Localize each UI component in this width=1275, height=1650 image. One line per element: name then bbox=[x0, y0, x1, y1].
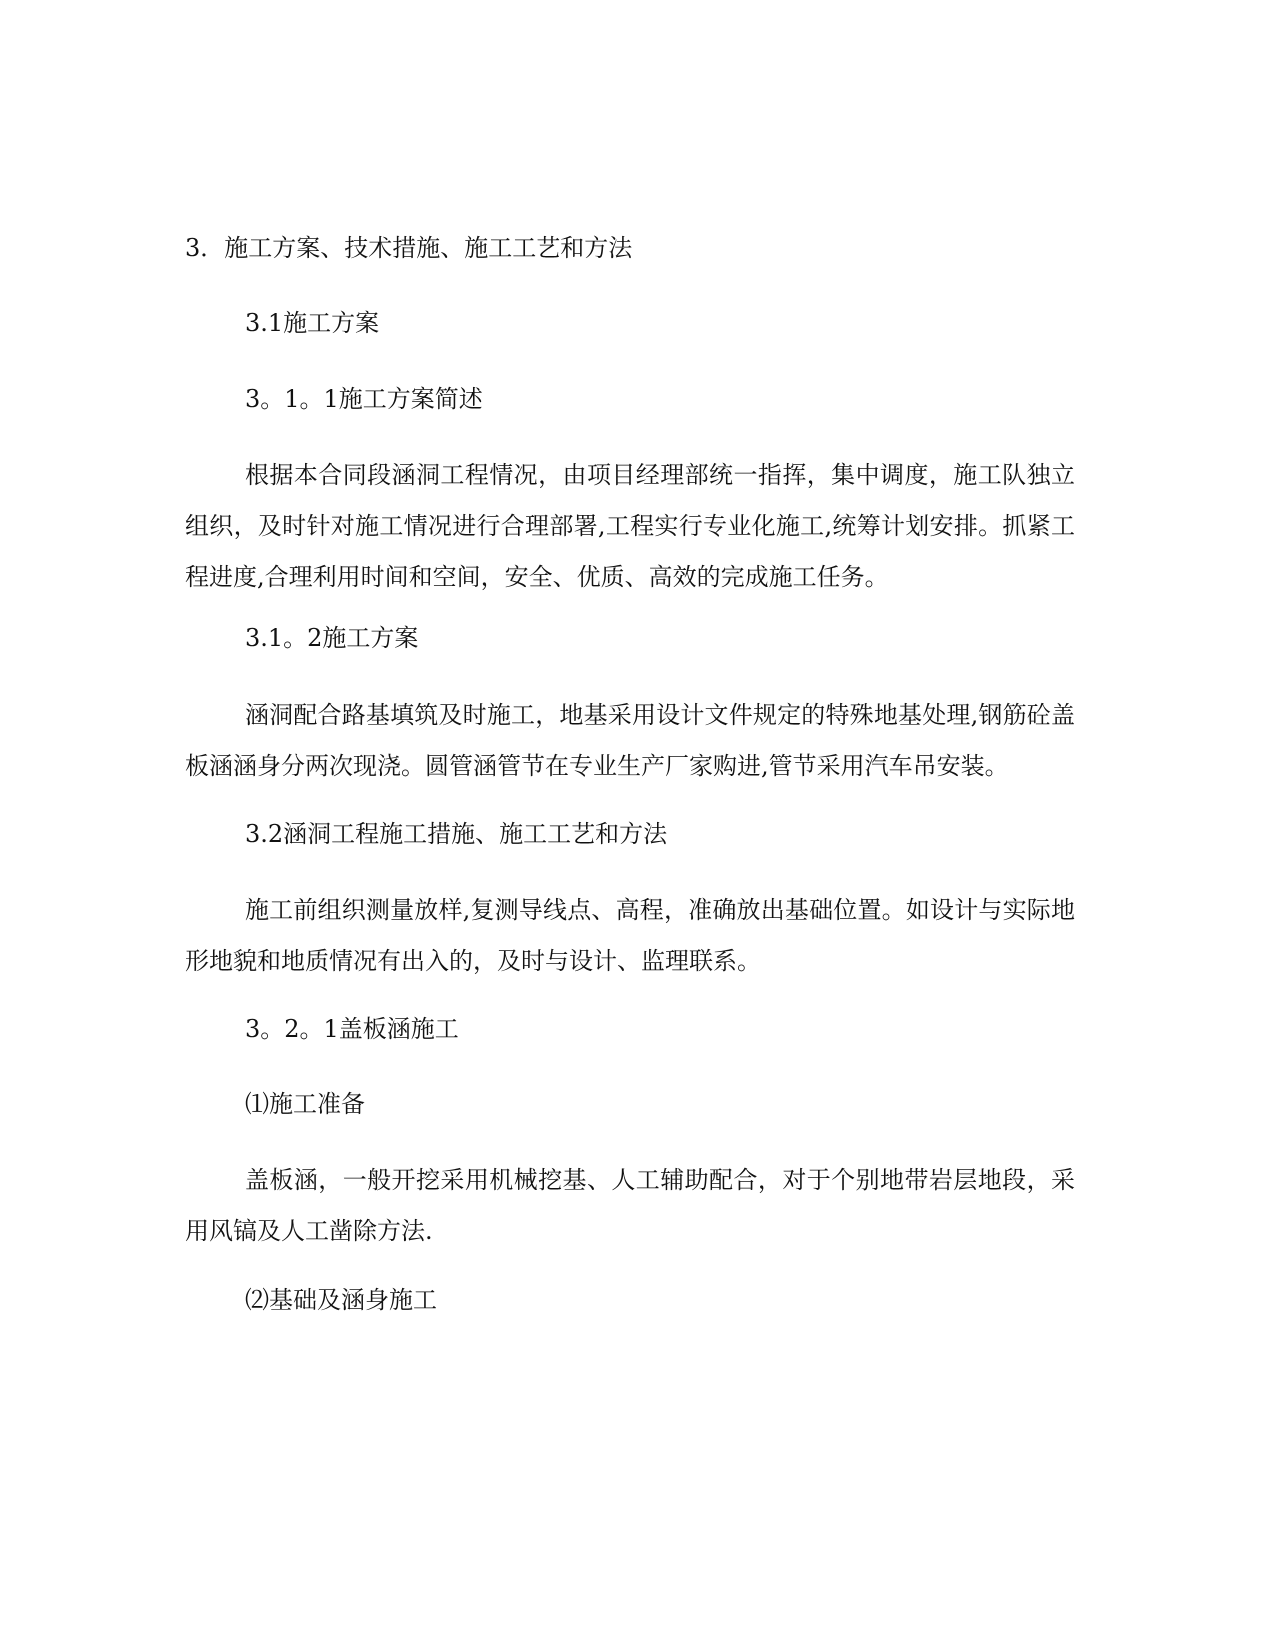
subheading-preparation: ⑴施工准备 bbox=[245, 1090, 365, 1118]
paragraph-preparation: 盖板涵，一般开挖采用机械挖基、人工辅助配合，对于个别地带岩层地段，采用风镐及人工凿除方法. bbox=[185, 1166, 1075, 1245]
section-heading-3-2: 3.2涵洞工程施工措施、施工工艺和方法 bbox=[245, 820, 668, 848]
section-heading-3-2-1: 3。2。1盖板涵施工 bbox=[245, 1015, 459, 1043]
paragraph-overview: 根据本合同段涵洞工程情况，由项目经理部统一指挥，集中调度，施工队独立组织，及时针对施工情况进行合理部署,工程实行专业化施工,统筹计划安排。抓紧工程进度,合理利用时间和空间，安全、优质、高效的完成施工任务。 bbox=[185, 461, 1075, 591]
paragraph-plan: 涵洞配合路基填筑及时施工，地基采用设计文件规定的特殊地基处理,钢筋砼盖板涵涵身分两次现浇。圆管涵管节在专业生产厂家购进,管节采用汽车吊安装。 bbox=[185, 701, 1075, 780]
section-heading-3-1-2: 3.1。2施工方案 bbox=[245, 624, 419, 652]
section-heading-3-1: 3.1施工方案 bbox=[245, 309, 380, 337]
section-heading-3-1-1: 3。1。1施工方案简述 bbox=[245, 385, 483, 413]
subheading-foundation: ⑵基础及涵身施工 bbox=[245, 1286, 437, 1314]
paragraph-survey: 施工前组织测量放样,复测导线点、高程，准确放出基础位置。如设计与实际地形地貌和地质情况有出入的，及时与设计、监理联系。 bbox=[185, 896, 1075, 975]
section-heading-3: 3．施工方案、技术措施、施工工艺和方法 bbox=[185, 234, 633, 262]
